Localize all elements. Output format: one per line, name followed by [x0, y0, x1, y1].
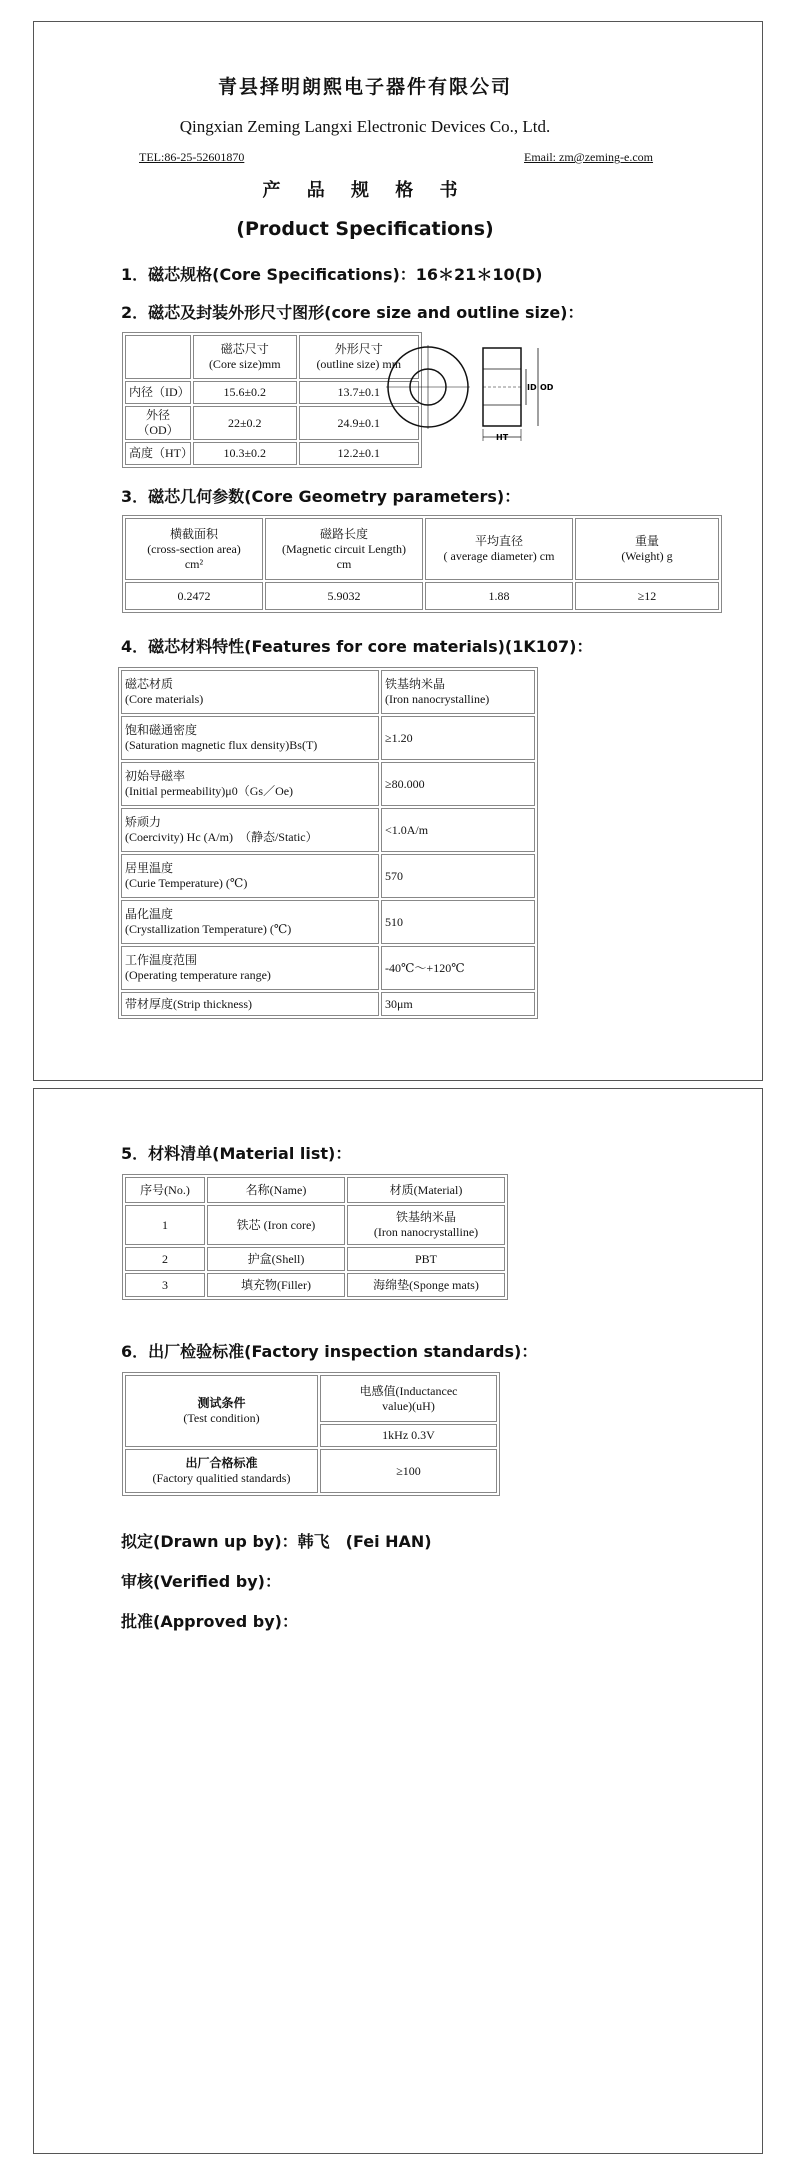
company-name-cn: 青县择明朗熙电子器件有限公司 [217, 76, 512, 98]
standard-cn: 出厂合格标准 [185, 1456, 258, 1470]
table-cell: 护盒(Shell) [207, 1247, 345, 1271]
toroid-top-view [386, 345, 470, 429]
table-cell: 22±0.2 [193, 406, 297, 440]
table-cell: ≥80.000 [381, 762, 535, 806]
table-cell: ≥1.20 [381, 716, 535, 760]
material-list-table [122, 1174, 508, 1300]
table-cell: -40℃～+120℃ [381, 946, 535, 990]
table-header-cell: 序号(No.) [125, 1177, 205, 1203]
table-cell: 570 [381, 854, 535, 898]
test-condition-en: (Test condition) [183, 1411, 260, 1425]
table-row [125, 518, 719, 580]
row-label: 带材厚度(Strip thickness) [121, 992, 379, 1016]
table-cell: 海绵垫(Sponge mats) [347, 1273, 505, 1297]
table-header-cell: 磁芯尺寸 (Core size)mm [193, 335, 297, 379]
table-row [125, 406, 419, 440]
section-3-heading: 3．磁芯几何参数(Core Geometry parameters)： [121, 487, 521, 506]
table-header-cell: 磁路长度 (Magnetic circuit Length) cm [265, 518, 423, 580]
table-header-cell: 平均直径 ( average diameter) cm [425, 518, 573, 580]
table-row: 晶化温度 (Crystallization Temperature) (℃) 510 [121, 900, 535, 944]
material-properties-table [118, 667, 538, 1019]
page-2 [33, 1088, 763, 2154]
row-label: 高度（HT） [125, 442, 191, 465]
table-row: 工作温度范围 (Operating temperature range) -40℃～+120℃ [121, 946, 535, 990]
geometry-table [122, 515, 722, 613]
size-table [122, 332, 422, 468]
table-cell: 0.2472 [125, 582, 263, 610]
table-cell: 2 [125, 1247, 205, 1271]
standard-value: ≥100 [320, 1449, 497, 1493]
ht-label: HT [496, 433, 509, 442]
drawn-up-by: 拟定(Drawn up by)：韩飞 (Fei HAN) [121, 1532, 432, 1551]
email: Email: zm@zeming-e.com [524, 150, 654, 164]
table-cell: <1.0A/m [381, 808, 535, 852]
section-6-heading: 6．出厂检验标准(Factory inspection standards)： [121, 1342, 538, 1361]
document-title-en: (Product Specifications) [236, 218, 494, 240]
table-cell: ≥12 [575, 582, 719, 610]
section-1-heading: 1．磁芯规格(Core Specifications)：16＊21＊10(D) [121, 265, 543, 284]
table-header-cell: 横截面积 (cross-section area) cm² [125, 518, 263, 580]
id-label: ID [527, 383, 537, 392]
table-cell: 铁芯 (Iron core) [207, 1205, 345, 1245]
page-1 [33, 21, 763, 1081]
table-header-cell: 重量 (Weight) g [575, 518, 719, 580]
table-row [125, 1449, 497, 1493]
table-row [125, 335, 419, 379]
table-row: 初始导磁率 (Initial permeability)μ0（Gs／Oe) ≥80.000 [121, 762, 535, 806]
row-label: 内径（ID） [125, 381, 191, 404]
table-row [125, 381, 419, 404]
approved-by: 批准(Approved by)： [121, 1612, 298, 1631]
telephone: TEL:86-25-52601870 [139, 150, 245, 164]
table-row [125, 1177, 505, 1203]
table-header-cell: 外形尺寸 (outline size) mm [299, 335, 419, 379]
core-outline-diagram [386, 337, 556, 447]
table-row [125, 442, 419, 465]
table-cell: PBT [347, 1247, 505, 1271]
toroid-side-view [483, 348, 538, 441]
table-cell: 1.88 [425, 582, 573, 610]
table-cell: 填充物(Filler) [207, 1273, 345, 1297]
table-cell: 3 [125, 1273, 205, 1297]
table-cell: 10.3±0.2 [193, 442, 297, 465]
table-row: 矫顽力 (Coercivity) Hc (A/m) （静态/Static） <1.0A/m [121, 808, 535, 852]
table-row [121, 992, 535, 1016]
section-2-heading: 2．磁芯及封装外形尺寸图形(core size and outline size)： [121, 303, 584, 322]
table-cell: 510 [381, 900, 535, 944]
section-4-heading: 4．磁芯材料特性(Features for core materials)(1K107)： [121, 637, 593, 656]
table-row [125, 582, 719, 610]
inspection-table [122, 1372, 500, 1496]
od-label: OD [540, 383, 554, 392]
table-cell: 24.9±0.1 [299, 406, 419, 440]
table-cell: 5.9032 [265, 582, 423, 610]
row-label: 外径（OD） [125, 406, 191, 440]
table-cell: 13.7±0.1 [299, 381, 419, 404]
table-row: 居里温度 (Curie Temperature) (℃) 570 [121, 854, 535, 898]
section-5-heading: 5．材料清单(Material list)： [121, 1144, 352, 1163]
document-title-cn: 产 品 规 格 书 [262, 180, 468, 201]
verified-by: 审核(Verified by)： [121, 1572, 281, 1591]
table-row: 测试条件 (Test condition) 电感值(Inductancec value)(uH) [125, 1375, 497, 1422]
table-header-cell: 材质(Material) [347, 1177, 505, 1203]
table-cell: 1 [125, 1205, 205, 1245]
table-cell: 15.6±0.2 [193, 381, 297, 404]
table-cell: 12.2±0.1 [299, 442, 419, 465]
table-row: 饱和磁通密度 (Saturation magnetic flux density)Bs(T) ≥1.20 [121, 716, 535, 760]
table-row: 磁芯材质 (Core materials) 铁基纳米晶 (Iron nanocrystalline) [121, 670, 535, 714]
table-row [125, 1247, 505, 1271]
table-cell: 30μm [381, 992, 535, 1016]
test-frequency: 1kHz 0.3V [320, 1424, 497, 1447]
test-condition-cn: 测试条件 [197, 1396, 246, 1410]
table-row: 1 铁芯 (Iron core) 铁基纳米晶 (Iron nanocrystalline) [125, 1205, 505, 1245]
standard-en: (Factory qualitied standards) [152, 1471, 291, 1485]
table-header-cell: 名称(Name) [207, 1177, 345, 1203]
company-name-en: Qingxian Zeming Langxi Electronic Devices Co., Ltd. [179, 117, 551, 136]
table-row [125, 1273, 505, 1297]
